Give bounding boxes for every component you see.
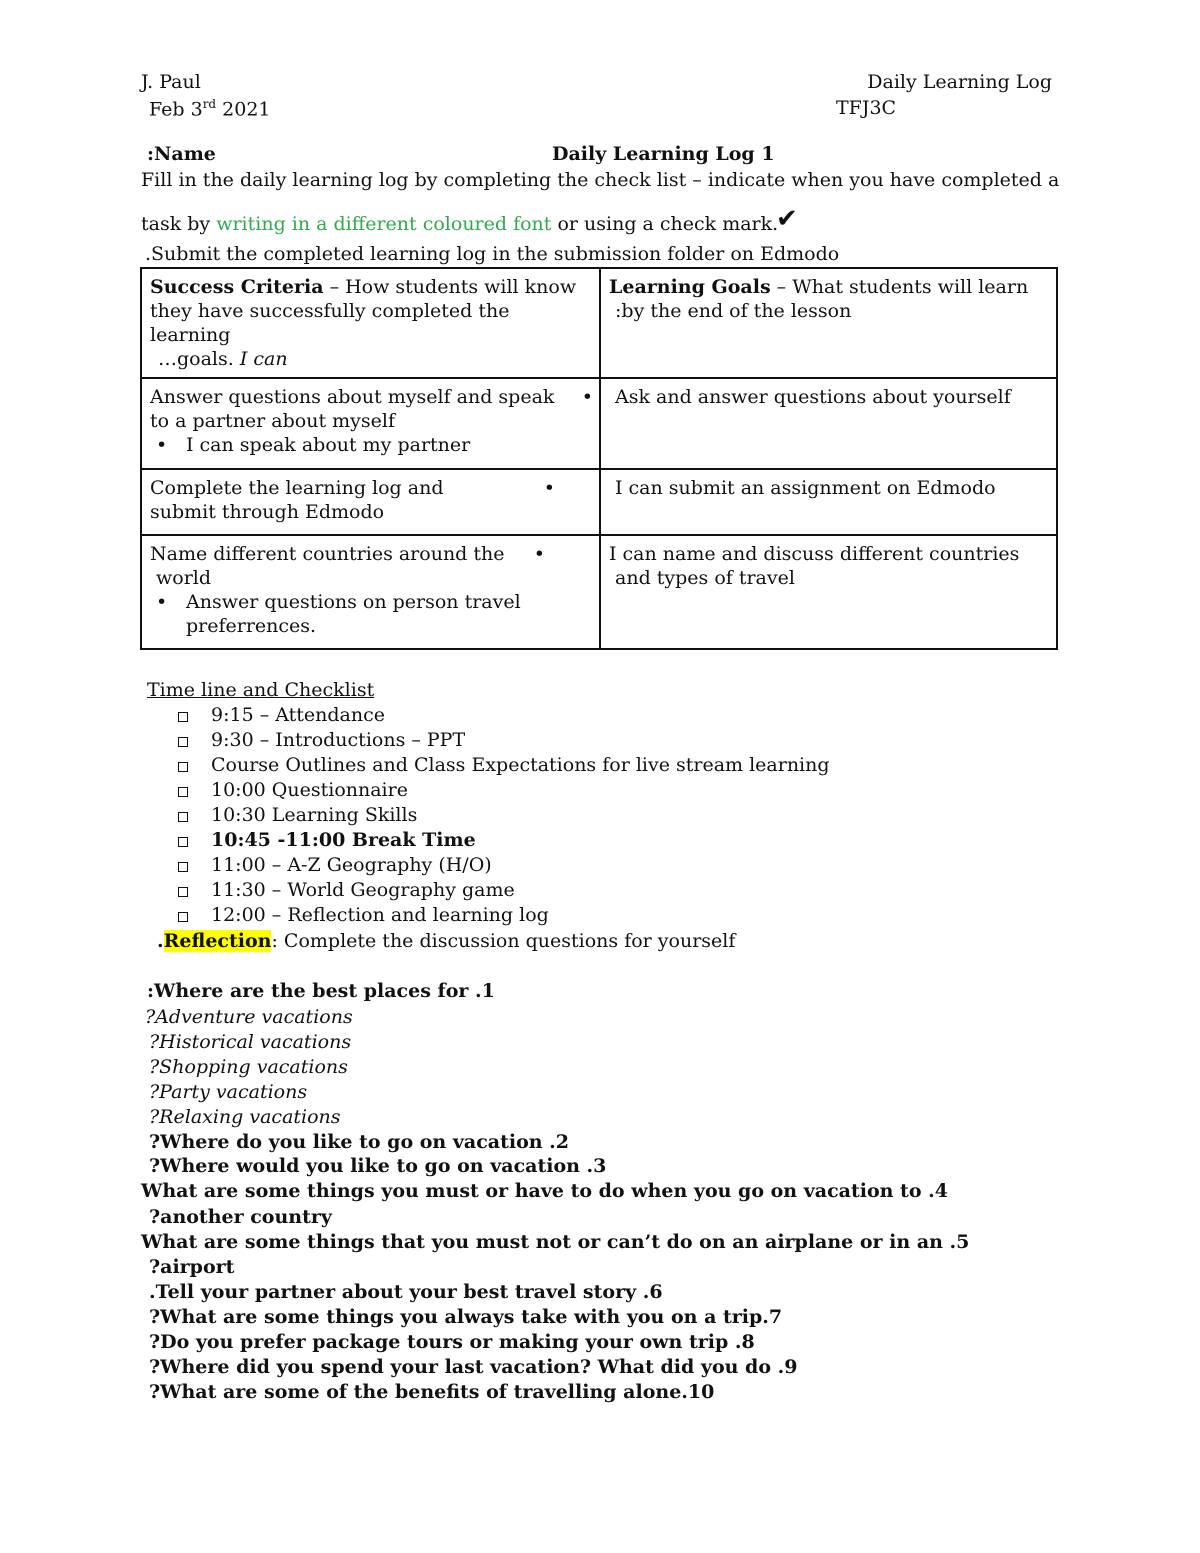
reflection-label: Reflection: [163, 930, 272, 952]
checkbox-icon: [178, 712, 188, 722]
question-2: ?Where do you like to go on vacation .2: [149, 1131, 570, 1153]
timeline-item: 9:30 – Introductions – PPT: [211, 729, 466, 751]
document-date: [149, 97, 271, 121]
success-criteria-label: Success Criteria: [150, 276, 324, 298]
bullet-icon: •: [533, 543, 545, 565]
instruction-task: task by: [141, 213, 217, 235]
question-10: ?What are some of the benefits of travelling alone.10: [149, 1381, 715, 1403]
check-mark-icon: ✔: [776, 204, 798, 234]
bullet-icon: •: [543, 477, 555, 499]
question-1: :Where are the best places for .1: [147, 980, 495, 1002]
date-prefix: Feb 3: [149, 98, 203, 121]
checkbox-icon: [178, 787, 188, 797]
checkbox-icon: [178, 887, 188, 897]
success-criteria-desc: – How students will know they have successfully completed the learning: [150, 276, 577, 346]
learning-goals-label: Learning Goals: [609, 276, 771, 298]
instruction-line-2: [141, 213, 778, 236]
document-type: Daily Learning Log: [867, 71, 1052, 93]
timeline-item: 9:15 – Attendance: [211, 704, 385, 726]
date-year: 2021: [216, 98, 271, 121]
question-9: ?Where did you spend your last vacation? What did you do .9: [149, 1356, 798, 1378]
timeline-item: 10:00 Questionnaire: [211, 779, 408, 801]
success-criteria-ican: I can: [239, 348, 288, 370]
timeline-item: 11:30 – World Geography game: [211, 879, 515, 901]
question-7: ?What are some things you always take with you on a trip.7: [149, 1306, 783, 1328]
table-row: [141, 535, 1057, 649]
table-row: [141, 469, 1057, 535]
question-5: What are some things that you must not or can’t do on an airplane or in an .5: [141, 1231, 970, 1253]
criteria-text: Answer questions about myself and speak to a partner about myself: [150, 386, 555, 432]
criteria-main: [150, 476, 591, 524]
question-1-sub: ?Adventure vacations: [145, 1006, 353, 1028]
question-4: What are some things you must or have to do when you go on vacation to .4: [141, 1180, 948, 1202]
criteria-sub: [150, 433, 591, 457]
goal-cell: [600, 535, 1057, 649]
question-1-sub: ?Shopping vacations: [149, 1056, 348, 1078]
reflection-dot: .: [157, 930, 164, 952]
reflection-text: : Complete the discussion questions for yourself: [271, 930, 736, 952]
criteria-cell: [141, 378, 600, 469]
timeline-item: 11:00 – A-Z Geography (H/O): [211, 854, 492, 876]
learning-goals-tail: :by the end of the lesson: [615, 300, 852, 322]
criteria-text-cont: world: [156, 567, 212, 589]
question-3: ?Where would you like to go on vacation .3: [149, 1155, 607, 1177]
criteria-text: Name different countries around the: [150, 543, 505, 565]
table-header-row: [141, 268, 1057, 378]
bullet-icon: •: [156, 591, 168, 613]
course-code: TFJ3C: [836, 97, 897, 119]
instruction-line-1: Fill in the daily learning log by completing the check list – indicate when you have completed a: [141, 169, 1060, 191]
learning-goals-desc: – What students will learn: [770, 276, 1029, 298]
goal-text-cont: and types of travel: [615, 567, 795, 589]
question-4-cont: ?another country: [149, 1206, 332, 1228]
checkbox-icon: [178, 837, 188, 847]
timeline-heading: Time line and Checklist: [147, 679, 375, 701]
question-6: .Tell your partner about your best travel story .6: [149, 1281, 663, 1303]
question-1-sub: ?Historical vacations: [149, 1031, 352, 1053]
timeline-item: 10:30 Learning Skills: [211, 804, 418, 826]
goal-text: I can name and discuss different countries: [609, 543, 1020, 565]
checkbox-icon: [178, 912, 188, 922]
learning-goals-header: [600, 268, 1057, 378]
success-criteria-tail: …goals.: [158, 348, 240, 370]
success-criteria-header: [141, 268, 600, 378]
instruction-rest: or using a check mark.: [551, 213, 779, 235]
goal-cell: I can submit an assignment on Edmodo: [600, 469, 1057, 535]
submit-instruction: .Submit the completed learning log in the submission folder on Edmodo: [145, 243, 840, 265]
criteria-cell: [141, 535, 600, 649]
criteria-sub-text: Answer questions on person travel: [186, 591, 521, 613]
criteria-sub: [150, 590, 591, 638]
criteria-main: [150, 385, 591, 433]
reflection-line: [157, 930, 735, 953]
question-1-sub: ?Relaxing vacations: [149, 1106, 341, 1128]
timeline-item: Course Outlines and Class Expectations for live stream learning: [211, 754, 830, 776]
success-criteria-table: [140, 267, 1058, 650]
checkbox-icon: [178, 812, 188, 822]
criteria-main: [150, 542, 591, 566]
bullet-icon: •: [156, 434, 168, 456]
criteria-sub-text: I can speak about my partner: [186, 434, 471, 456]
timeline-item-break: 10:45 -11:00 Break Time: [211, 829, 476, 851]
question-5-cont: ?airport: [149, 1256, 235, 1278]
timeline-item: 12:00 – Reflection and learning log: [211, 904, 549, 926]
name-label: :Name: [147, 143, 216, 165]
goal-cell: Ask and answer questions about yourself: [600, 378, 1057, 469]
checkbox-icon: [178, 862, 188, 872]
checkbox-icon: [178, 737, 188, 747]
criteria-text: Complete the learning log and submit through Edmodo: [150, 477, 444, 523]
criteria-sub-text-cont: preferrences.: [186, 615, 317, 637]
instruction-green-text: writing in a different coloured font: [216, 213, 552, 235]
bullet-icon: •: [581, 386, 593, 408]
question-1-sub: ?Party vacations: [149, 1081, 308, 1103]
page-title: Daily Learning Log 1: [552, 143, 775, 165]
question-8: ?Do you prefer package tours or making your own trip .8: [149, 1331, 755, 1353]
table-row: [141, 378, 1057, 469]
author-name: J. Paul: [141, 71, 201, 93]
checkbox-icon: [178, 762, 188, 772]
date-superscript: rd: [202, 97, 217, 111]
criteria-cell: [141, 469, 600, 535]
